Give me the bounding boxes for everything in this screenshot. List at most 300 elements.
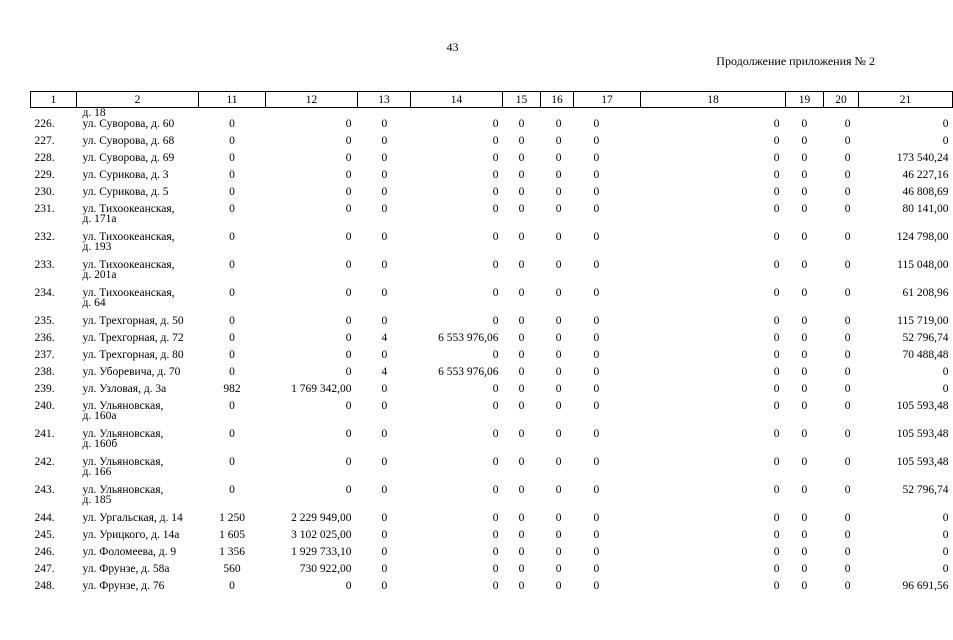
continuation-note: Продолжение приложения № 2 bbox=[716, 54, 875, 68]
address-line: ул. Сурикова, д. 5 bbox=[82, 186, 169, 198]
row-number: 229. bbox=[34, 169, 55, 181]
cell-col-17: 0 bbox=[593, 428, 600, 440]
col-header-17: 17 bbox=[574, 92, 641, 108]
cell-col-13: 0 bbox=[381, 315, 388, 327]
cell-col-21: 46 227,16 bbox=[902, 169, 949, 181]
cell-col-19: 0 bbox=[801, 428, 808, 440]
cell-col-13: 4 bbox=[381, 332, 388, 344]
row-number: 228. bbox=[34, 152, 55, 164]
cell-col-15: 0 bbox=[518, 186, 525, 198]
cell-col-13: 0 bbox=[381, 231, 388, 243]
cell-col-20: 0 bbox=[844, 186, 851, 198]
cell-col-16: 0 bbox=[555, 529, 562, 541]
row-number: 234. bbox=[34, 287, 55, 299]
row-number: 244. bbox=[34, 512, 55, 524]
address-line: ул. Ургальская, д. 14 bbox=[82, 512, 183, 524]
table-row bbox=[31, 204, 953, 232]
address-cell bbox=[77, 204, 199, 232]
row-number: 236. bbox=[34, 332, 55, 344]
table-row bbox=[31, 260, 953, 288]
col-header-21: 21 bbox=[859, 92, 953, 108]
col-header-19: 19 bbox=[786, 92, 824, 108]
cell-col-11: 0 bbox=[229, 118, 235, 130]
cell-col-16: 0 bbox=[555, 484, 562, 496]
table-row bbox=[31, 170, 953, 187]
cell-col-21: 80 141,00 bbox=[902, 203, 949, 215]
cell-col-21: 70 488,48 bbox=[902, 349, 949, 361]
cell-col-18: 0 bbox=[773, 169, 780, 181]
appendix-table bbox=[30, 91, 953, 598]
cell-col-13: 0 bbox=[381, 169, 388, 181]
cell-col-20: 0 bbox=[844, 349, 851, 361]
col-header-18: 18 bbox=[641, 92, 786, 108]
cell-col-12: 0 bbox=[345, 456, 352, 468]
cell-col-21: 0 bbox=[942, 135, 949, 147]
cell-col-18: 0 bbox=[773, 332, 780, 344]
cell-col-17: 0 bbox=[593, 349, 600, 361]
row-number: 227. bbox=[34, 135, 55, 147]
cell-col-16: 0 bbox=[555, 366, 562, 378]
cell-col-11: 0 bbox=[229, 349, 235, 361]
address-cell bbox=[77, 232, 199, 260]
cell-col-14: 0 bbox=[492, 118, 499, 130]
cell-col-14: 0 bbox=[492, 400, 499, 412]
cell-col-11: 560 bbox=[223, 563, 241, 575]
cell-col-19: 0 bbox=[801, 186, 808, 198]
address-line: ул. Тихоокеанская, bbox=[82, 203, 175, 215]
cell-col-16: 0 bbox=[555, 315, 562, 327]
cell-col-20: 0 bbox=[844, 512, 851, 524]
row-number: 242. bbox=[34, 456, 55, 468]
cell-col-17: 0 bbox=[593, 366, 600, 378]
cell-col-19: 0 bbox=[801, 349, 808, 361]
cell-col-12: 0 bbox=[345, 332, 352, 344]
cell-col-20: 0 bbox=[844, 383, 851, 395]
address-line: ул. Ульяновская, bbox=[82, 428, 164, 440]
cell-col-12: 3 102 025,00 bbox=[291, 529, 352, 541]
cell-col-17: 0 bbox=[593, 456, 600, 468]
cell-col-14: 0 bbox=[492, 428, 499, 440]
table-body bbox=[31, 108, 953, 599]
cell-col-11: 1 250 bbox=[219, 512, 245, 524]
row-number: 243. bbox=[34, 484, 55, 496]
address-cell bbox=[77, 316, 199, 333]
table-row bbox=[31, 333, 953, 350]
cell-col-19: 0 bbox=[801, 484, 808, 496]
table-row bbox=[31, 136, 953, 153]
address-cell bbox=[77, 288, 199, 316]
cell-col-11: 0 bbox=[229, 456, 235, 468]
carryover-text: д. 18 bbox=[82, 107, 106, 119]
cell-col-20: 0 bbox=[844, 231, 851, 243]
cell-col-15: 0 bbox=[518, 546, 525, 558]
address-cell bbox=[77, 429, 199, 457]
table-row bbox=[31, 384, 953, 401]
cell-col-21: 96 691,56 bbox=[902, 580, 949, 592]
cell-col-18: 0 bbox=[773, 135, 780, 147]
cell-col-16: 0 bbox=[555, 152, 562, 164]
cell-col-19: 0 bbox=[801, 287, 808, 299]
cell-col-14: 0 bbox=[492, 383, 499, 395]
cell-col-11: 0 bbox=[229, 400, 235, 412]
address-cell bbox=[77, 581, 199, 598]
header-row bbox=[31, 92, 953, 108]
cell-col-12: 0 bbox=[345, 580, 352, 592]
cell-col-14: 0 bbox=[492, 259, 499, 271]
page-number: 43 bbox=[446, 40, 459, 54]
table-row bbox=[31, 485, 953, 513]
cell-col-16: 0 bbox=[555, 400, 562, 412]
cell-col-15: 0 bbox=[518, 512, 525, 524]
cell-col-20: 0 bbox=[844, 563, 851, 575]
cell-col-11: 0 bbox=[229, 135, 235, 147]
address-line: д. 171а bbox=[82, 213, 117, 225]
cell-col-18: 0 bbox=[773, 152, 780, 164]
cell-col-14: 6 553 976,06 bbox=[438, 366, 499, 378]
cell-col-11: 0 bbox=[229, 315, 235, 327]
cell-col-14: 0 bbox=[492, 315, 499, 327]
cell-col-20: 0 bbox=[844, 529, 851, 541]
cell-col-11: 0 bbox=[229, 428, 235, 440]
cell-col-11: 0 bbox=[229, 484, 235, 496]
cell-col-15: 0 bbox=[518, 332, 525, 344]
row-number: 248. bbox=[34, 580, 55, 592]
address-line: ул. Фрунзе, д. 76 bbox=[82, 580, 165, 592]
cell-col-14: 0 bbox=[492, 529, 499, 541]
cell-col-21: 0 bbox=[942, 366, 949, 378]
cell-col-16: 0 bbox=[555, 135, 562, 147]
cell-col-17: 0 bbox=[593, 484, 600, 496]
cell-col-14: 0 bbox=[492, 349, 499, 361]
cell-col-20: 0 bbox=[844, 456, 851, 468]
cell-col-16: 0 bbox=[555, 332, 562, 344]
cell-col-12: 730 922,00 bbox=[299, 563, 352, 575]
address-line: ул. Трехгорная, д. 72 bbox=[82, 332, 184, 344]
cell-col-11: 0 bbox=[229, 287, 235, 299]
cell-col-12: 0 bbox=[345, 259, 352, 271]
address-line: ул. Суворова, д. 69 bbox=[82, 152, 175, 164]
cell-col-19: 0 bbox=[801, 315, 808, 327]
cell-col-13: 0 bbox=[381, 580, 388, 592]
cell-col-19: 0 bbox=[801, 563, 808, 575]
cell-col-11: 0 bbox=[229, 231, 235, 243]
cell-col-11: 0 bbox=[229, 259, 235, 271]
cell-col-15: 0 bbox=[518, 428, 525, 440]
cell-col-13: 0 bbox=[381, 546, 388, 558]
cell-col-13: 0 bbox=[381, 287, 388, 299]
cell-col-17: 0 bbox=[593, 118, 600, 130]
address-cell bbox=[77, 333, 199, 350]
cell-col-20: 0 bbox=[844, 203, 851, 215]
cell-col-20: 0 bbox=[844, 400, 851, 412]
cell-col-16: 0 bbox=[555, 383, 562, 395]
cell-col-15: 0 bbox=[518, 259, 525, 271]
col-header-14: 14 bbox=[411, 92, 503, 108]
cell-col-12: 2 229 949,00 bbox=[291, 512, 352, 524]
cell-col-16: 0 bbox=[555, 169, 562, 181]
cell-col-20: 0 bbox=[844, 546, 851, 558]
cell-col-18: 0 bbox=[773, 186, 780, 198]
cell-col-12: 0 bbox=[345, 231, 352, 243]
table-row bbox=[31, 581, 953, 598]
cell-col-16: 0 bbox=[555, 563, 562, 575]
cell-col-11: 1 605 bbox=[219, 529, 245, 541]
cell-col-18: 0 bbox=[773, 315, 780, 327]
cell-col-11: 0 bbox=[229, 186, 235, 198]
cell-col-18: 0 bbox=[773, 287, 780, 299]
cell-col-15: 0 bbox=[518, 152, 525, 164]
cell-col-20: 0 bbox=[844, 135, 851, 147]
address-line: д. 201а bbox=[82, 269, 117, 281]
cell-col-12: 0 bbox=[345, 349, 352, 361]
cell-col-21: 0 bbox=[942, 563, 949, 575]
address-line: ул. Уборевича, д. 70 bbox=[82, 366, 181, 378]
cell-col-13: 0 bbox=[381, 456, 388, 468]
cell-col-16: 0 bbox=[555, 287, 562, 299]
address-line: ул. Сурикова, д. 3 bbox=[82, 169, 169, 181]
cell-col-13: 0 bbox=[381, 118, 388, 130]
col-header-12: 12 bbox=[266, 92, 358, 108]
cell-col-11: 0 bbox=[229, 332, 235, 344]
cell-col-13: 0 bbox=[381, 152, 388, 164]
cell-col-20: 0 bbox=[844, 259, 851, 271]
cell-col-11: 0 bbox=[229, 169, 235, 181]
cell-col-16: 0 bbox=[555, 428, 562, 440]
cell-col-21: 0 bbox=[942, 383, 949, 395]
row-number: 247. bbox=[34, 563, 55, 575]
table-row bbox=[31, 367, 953, 384]
address-cell bbox=[77, 119, 199, 136]
address-line: ул. Узловая, д. 3а bbox=[82, 383, 167, 395]
table-row bbox=[31, 316, 953, 333]
cell-col-18: 0 bbox=[773, 428, 780, 440]
address-line: д. 166 bbox=[82, 466, 112, 478]
address-cell bbox=[77, 530, 199, 547]
cell-col-13: 0 bbox=[381, 259, 388, 271]
cell-col-13: 0 bbox=[381, 428, 388, 440]
row-number: 230. bbox=[34, 186, 55, 198]
table-row bbox=[31, 153, 953, 170]
cell-col-17: 0 bbox=[593, 580, 600, 592]
cell-col-15: 0 bbox=[518, 349, 525, 361]
cell-col-20: 0 bbox=[844, 315, 851, 327]
cell-col-17: 0 bbox=[593, 203, 600, 215]
col-header-16: 16 bbox=[541, 92, 574, 108]
cell-col-14: 0 bbox=[492, 456, 499, 468]
cell-col-15: 0 bbox=[518, 118, 525, 130]
address-line: д. 160а bbox=[82, 410, 117, 422]
address-line: ул. Фрунзе, д. 58а bbox=[82, 563, 170, 575]
table-row bbox=[31, 232, 953, 260]
cell-col-11: 982 bbox=[223, 383, 241, 395]
cell-col-12: 0 bbox=[345, 169, 352, 181]
table-row bbox=[31, 350, 953, 367]
cell-col-14: 0 bbox=[492, 135, 499, 147]
cell-col-17: 0 bbox=[593, 231, 600, 243]
cell-col-19: 0 bbox=[801, 169, 808, 181]
cell-col-14: 6 553 976,06 bbox=[438, 332, 499, 344]
cell-col-21: 115 048,00 bbox=[897, 259, 949, 271]
address-cell bbox=[77, 384, 199, 401]
row-number: 237. bbox=[34, 349, 55, 361]
address-line: ул. Ульяновская, bbox=[82, 456, 164, 468]
cell-col-14: 0 bbox=[492, 203, 499, 215]
cell-col-15: 0 bbox=[518, 203, 525, 215]
table-row bbox=[31, 530, 953, 547]
cell-col-16: 0 bbox=[555, 186, 562, 198]
cell-col-14: 0 bbox=[492, 186, 499, 198]
address-line: д. 160б bbox=[82, 438, 118, 450]
cell-col-11: 1 356 bbox=[219, 546, 245, 558]
cell-col-12: 0 bbox=[345, 366, 352, 378]
address-line: ул. Фоломеева, д. 9 bbox=[82, 546, 177, 558]
cell-col-15: 0 bbox=[518, 169, 525, 181]
address-cell bbox=[77, 170, 199, 187]
cell-col-17: 0 bbox=[593, 512, 600, 524]
cell-col-15: 0 bbox=[518, 400, 525, 412]
cell-col-12: 0 bbox=[345, 315, 352, 327]
cell-col-14: 0 bbox=[492, 231, 499, 243]
address-line: д. 193 bbox=[82, 241, 112, 253]
cell-col-19: 0 bbox=[801, 529, 808, 541]
address-cell bbox=[77, 136, 199, 153]
address-cell bbox=[77, 401, 199, 429]
col-header-2: 2 bbox=[77, 92, 199, 108]
cell-col-13: 0 bbox=[381, 563, 388, 575]
cell-col-20: 0 bbox=[844, 428, 851, 440]
cell-col-14: 0 bbox=[492, 169, 499, 181]
row-number: 235. bbox=[34, 315, 55, 327]
cell-col-19: 0 bbox=[801, 118, 808, 130]
cell-col-18: 0 bbox=[773, 259, 780, 271]
table-row bbox=[31, 288, 953, 316]
address-cell bbox=[77, 367, 199, 384]
cell-col-17: 0 bbox=[593, 383, 600, 395]
cell-col-21: 52 796,74 bbox=[902, 332, 949, 344]
cell-col-15: 0 bbox=[518, 231, 525, 243]
address-cell bbox=[77, 513, 199, 530]
cell-col-13: 4 bbox=[381, 366, 388, 378]
cell-col-14: 0 bbox=[492, 484, 499, 496]
row-number: 233. bbox=[34, 259, 55, 271]
cell-col-12: 0 bbox=[345, 118, 352, 130]
table-row bbox=[31, 547, 953, 564]
cell-col-18: 0 bbox=[773, 400, 780, 412]
cell-col-11: 0 bbox=[229, 366, 235, 378]
cell-col-13: 0 bbox=[381, 529, 388, 541]
table-row bbox=[31, 187, 953, 204]
cell-col-19: 0 bbox=[801, 580, 808, 592]
cell-col-18: 0 bbox=[773, 456, 780, 468]
cell-col-18: 0 bbox=[773, 349, 780, 361]
cell-col-17: 0 bbox=[593, 287, 600, 299]
col-header-20: 20 bbox=[824, 92, 859, 108]
cell-col-20: 0 bbox=[844, 169, 851, 181]
cell-col-21: 105 593,48 bbox=[896, 456, 949, 468]
cell-col-19: 0 bbox=[801, 546, 808, 558]
cell-col-12: 0 bbox=[345, 152, 352, 164]
address-line: ул. Суворова, д. 60 bbox=[82, 118, 175, 130]
cell-col-12: 1 929 733,10 bbox=[291, 546, 352, 558]
cell-col-14: 0 bbox=[492, 287, 499, 299]
cell-col-13: 0 bbox=[381, 203, 388, 215]
cell-col-21: 124 798,00 bbox=[896, 231, 949, 243]
cell-col-20: 0 bbox=[844, 152, 851, 164]
cell-col-21: 0 bbox=[942, 118, 949, 130]
table-row bbox=[31, 119, 953, 136]
cell-col-21: 0 bbox=[942, 546, 949, 558]
address-line: ул. Тихоокеанская, bbox=[82, 231, 175, 243]
address-line: ул. Ульяновская, bbox=[82, 484, 164, 496]
cell-col-11: 0 bbox=[229, 203, 235, 215]
cell-col-18: 0 bbox=[773, 512, 780, 524]
cell-col-12: 1 769 342,00 bbox=[291, 383, 352, 395]
cell-col-12: 0 bbox=[345, 428, 352, 440]
cell-col-12: 0 bbox=[345, 186, 352, 198]
cell-col-19: 0 bbox=[801, 135, 808, 147]
cell-col-19: 0 bbox=[801, 259, 808, 271]
cell-col-15: 0 bbox=[518, 484, 525, 496]
cell-col-14: 0 bbox=[492, 546, 499, 558]
cell-col-20: 0 bbox=[844, 484, 851, 496]
row-number: 241. bbox=[34, 428, 55, 440]
cell-col-15: 0 bbox=[518, 580, 525, 592]
col-header-13: 13 bbox=[358, 92, 411, 108]
cell-col-13: 0 bbox=[381, 383, 388, 395]
address-cell bbox=[77, 187, 199, 204]
cell-col-15: 0 bbox=[518, 315, 525, 327]
cell-col-13: 0 bbox=[381, 186, 388, 198]
cell-col-18: 0 bbox=[773, 580, 780, 592]
cell-col-16: 0 bbox=[555, 456, 562, 468]
address-cell bbox=[77, 564, 199, 581]
address-line: ул. Трехгорная, д. 50 bbox=[82, 315, 184, 327]
cell-col-11: 0 bbox=[229, 152, 235, 164]
row-number: 226. bbox=[34, 118, 55, 130]
row-number: 231. bbox=[34, 203, 55, 215]
cell-col-14: 0 bbox=[492, 512, 499, 524]
address-line: ул. Трехгорная, д. 80 bbox=[82, 349, 184, 361]
cell-col-16: 0 bbox=[555, 349, 562, 361]
cell-col-17: 0 bbox=[593, 563, 600, 575]
address-line: ул. Суворова, д. 68 bbox=[82, 135, 175, 147]
row-number: 245. bbox=[34, 529, 55, 541]
cell-col-18: 0 bbox=[773, 546, 780, 558]
col-header-1: 1 bbox=[31, 92, 77, 108]
address-cell bbox=[77, 457, 199, 485]
row-number: 232. bbox=[34, 231, 55, 243]
cell-col-21: 46 808,69 bbox=[902, 186, 949, 198]
cell-col-19: 0 bbox=[801, 332, 808, 344]
cell-col-16: 0 bbox=[555, 118, 562, 130]
address-cell bbox=[77, 260, 199, 288]
cell-col-20: 0 bbox=[844, 118, 851, 130]
row-number: 240. bbox=[34, 400, 55, 412]
address-cell bbox=[77, 547, 199, 564]
table-row bbox=[31, 429, 953, 457]
cell-col-21: 0 bbox=[942, 529, 949, 541]
cell-col-19: 0 bbox=[801, 152, 808, 164]
cell-col-20: 0 bbox=[844, 287, 851, 299]
cell-col-19: 0 bbox=[801, 203, 808, 215]
cell-col-14: 0 bbox=[492, 152, 499, 164]
cell-col-12: 0 bbox=[345, 287, 352, 299]
cell-col-17: 0 bbox=[593, 546, 600, 558]
cell-col-19: 0 bbox=[801, 512, 808, 524]
col-header-15: 15 bbox=[503, 92, 541, 108]
cell-col-17: 0 bbox=[593, 529, 600, 541]
cell-col-15: 0 bbox=[518, 135, 525, 147]
